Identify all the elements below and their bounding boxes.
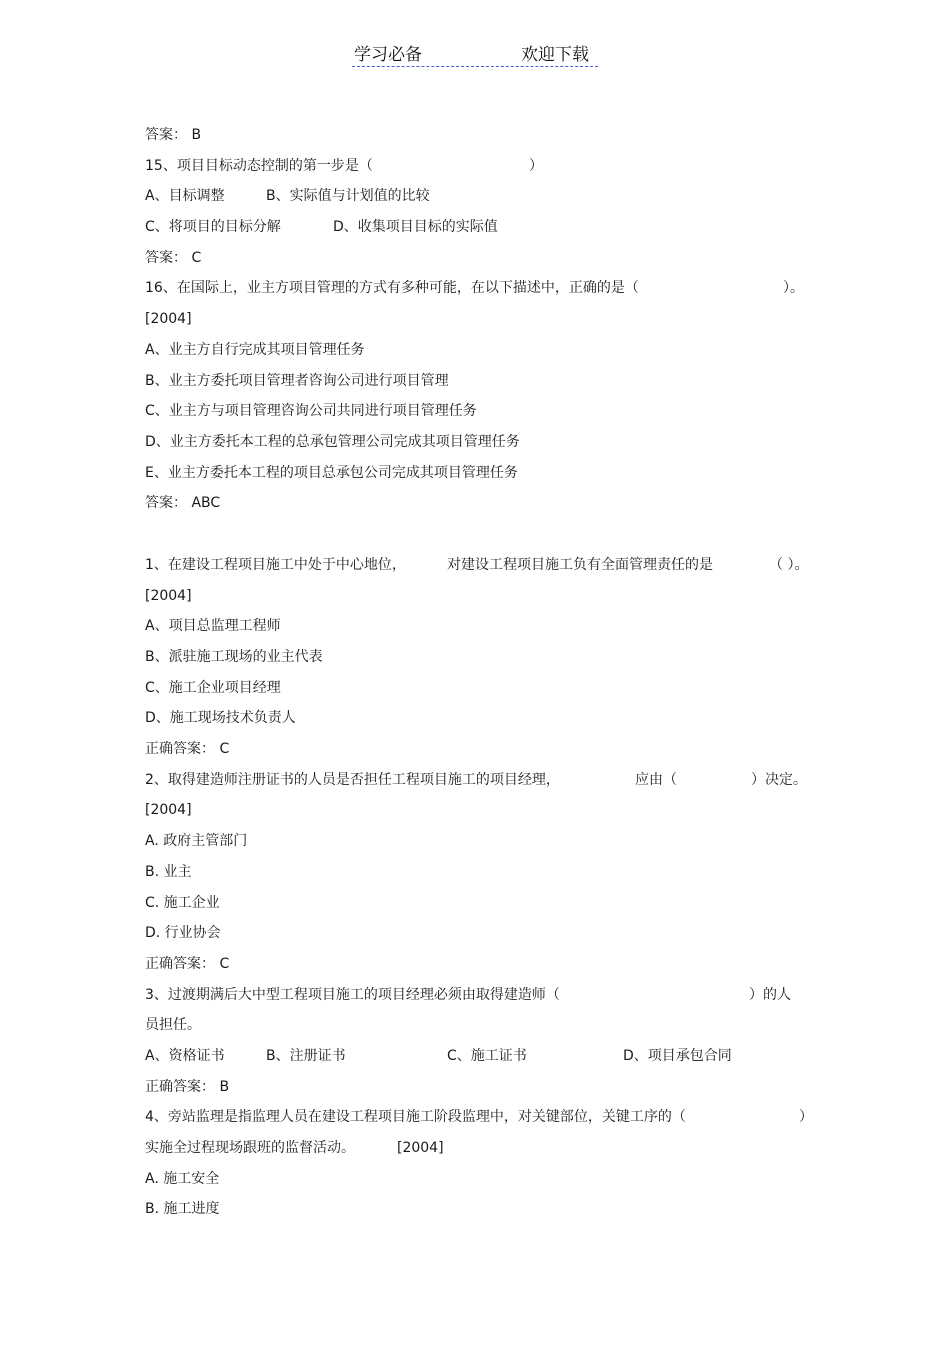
option-16-b <box>145 366 815 397</box>
option-1-c <box>145 673 815 704</box>
question-1 <box>145 550 815 581</box>
option-16-c <box>145 396 815 427</box>
year-tag <box>145 304 815 335</box>
option-d: D、收集项目目标的实际值 <box>333 219 498 236</box>
option-a: A、资格证书 <box>145 1047 225 1064</box>
question-text-end: ）决定。 <box>751 771 807 788</box>
option-text: B、业主方委托项目管理者咨询公司进行项目管理 <box>145 372 449 389</box>
question-2 <box>145 765 815 796</box>
option-text: A、业主方自行完成其项目管理任务 <box>145 341 365 358</box>
answer-16 <box>145 488 815 519</box>
question-16 <box>145 273 815 304</box>
question-4 <box>145 1102 815 1133</box>
question-text: 1、在建设工程项目施工中处于中心地位， <box>145 556 406 573</box>
answer-2 <box>145 949 815 980</box>
option-text: A、项目总监理工程师 <box>145 618 281 635</box>
option-text: B. 施工进度 <box>145 1201 220 1218</box>
answer-text: 答案： C <box>145 249 202 266</box>
option-16-a <box>145 335 815 366</box>
answer-1 <box>145 734 815 765</box>
question-bracket-close: ）。 <box>783 280 804 297</box>
header-right-text: 欢迎下载 <box>521 45 589 65</box>
option-a: A、目标调整 <box>145 188 225 205</box>
option-16-e <box>145 458 815 489</box>
option-text: D、业主方委托本工程的总承包管理公司完成其项目管理任务 <box>145 433 520 450</box>
option-2-a <box>145 826 815 857</box>
year-text: [2004] <box>397 1140 444 1156</box>
answer-14 <box>145 120 815 151</box>
option-text: B. 业主 <box>145 863 192 880</box>
answer-text: 答案： B <box>145 127 202 143</box>
option-d: D、项目承包合同 <box>623 1047 732 1064</box>
options-3 <box>145 1041 815 1072</box>
header-left-text: 学习必备 <box>354 45 422 65</box>
options-15-ab <box>145 181 815 212</box>
option-4-b <box>145 1194 815 1225</box>
question-text: 16、在国际上，业主方项目管理的方式有多种可能，在以下描述中，正确的是（ <box>145 280 639 297</box>
year-tag <box>145 795 815 826</box>
page-header <box>352 38 598 67</box>
question-3-cont <box>145 1010 815 1041</box>
question-text-cont: 实施全过程现场跟班的监督活动。 <box>145 1140 355 1156</box>
year-text: [2004] <box>145 311 192 328</box>
option-c: C、施工证书 <box>447 1047 527 1064</box>
answer-text: 答案： ABC <box>145 495 221 512</box>
option-16-d <box>145 427 815 458</box>
answer-text: 正确答案： C <box>145 741 230 758</box>
option-b: B、实际值与计划值的比较 <box>266 188 430 205</box>
option-2-b <box>145 857 815 888</box>
option-4-a <box>145 1164 815 1195</box>
question-text-cont: 对建设工程项目施工负有全面管理责任的是 <box>447 556 713 573</box>
answer-3 <box>145 1072 815 1103</box>
question-bracket-close: ） <box>529 157 543 174</box>
question-bracket: （ ）。 <box>769 556 809 573</box>
option-1-d <box>145 703 815 734</box>
option-text: C. 施工企业 <box>145 894 220 911</box>
option-1-a <box>145 611 815 642</box>
year-text: [2004] <box>145 587 192 604</box>
question-text-cont: 应由（ <box>635 771 677 788</box>
option-text: E、业主方委托本工程的项目总承包公司完成其项目管理任务 <box>145 464 518 481</box>
year-text: [2004] <box>145 802 192 819</box>
question-text-end: ）的人 <box>749 986 791 1003</box>
document-body <box>145 120 815 1225</box>
year-tag <box>145 581 815 612</box>
question-text: 3、过渡期满后大中型工程项目施工的项目经理必须由取得建造师（ <box>145 986 560 1003</box>
options-15-cd <box>145 212 815 243</box>
answer-text: 正确答案： C <box>145 955 230 972</box>
option-c: C、将项目的目标分解 <box>145 219 281 236</box>
option-text: C、业主方与项目管理咨询公司共同进行项目管理任务 <box>145 403 477 420</box>
option-1-b <box>145 642 815 673</box>
option-text: C、施工企业项目经理 <box>145 679 281 696</box>
option-text: D、施工现场技术负责人 <box>145 710 296 727</box>
question-text: 15、项目目标动态控制的第一步是（ <box>145 157 373 174</box>
answer-15 <box>145 243 815 274</box>
question-4-cont <box>145 1133 815 1164</box>
option-text: A. 政府主管部门 <box>145 833 248 850</box>
option-text: B、派驻施工现场的业主代表 <box>145 649 323 665</box>
option-b: B、注册证书 <box>266 1047 346 1064</box>
answer-text: 正确答案： B <box>145 1078 230 1095</box>
question-text-cont: 员担任。 <box>145 1017 201 1034</box>
question-3 <box>145 980 815 1011</box>
option-2-c <box>145 888 815 919</box>
question-bracket-close: ） <box>799 1109 813 1126</box>
option-text: A. 施工安全 <box>145 1170 220 1187</box>
option-text: D. 行业协会 <box>145 925 221 942</box>
option-2-d <box>145 918 815 949</box>
question-text: 2、取得建造师注册证书的人员是否担任工程项目施工的项目经理， <box>145 771 560 788</box>
question-15 <box>145 151 815 182</box>
question-text: 4、旁站监理是指监理人员在建设工程项目施工阶段监理中，对关键部位，关键工序的（ <box>145 1109 686 1126</box>
